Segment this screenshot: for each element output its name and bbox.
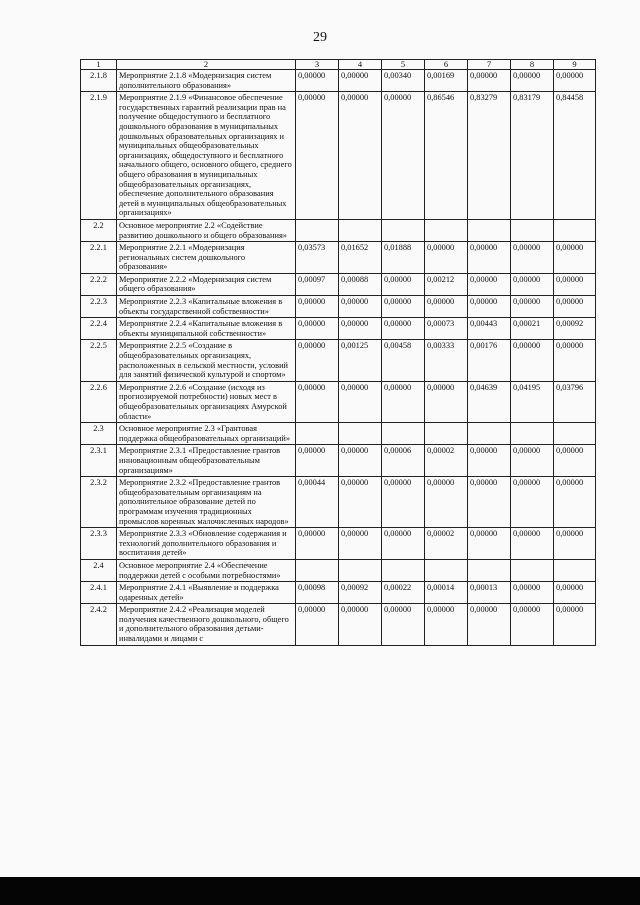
value-cell: 0,00340 [382,70,425,92]
table-row [81,559,596,581]
value-cell: 0,00000 [382,381,425,422]
value-cell: 0,00000 [468,528,511,560]
row-code: 2.3.1 [81,445,117,477]
row-name: Мероприятие 2.1.8 «Модернизация систем дополнительного образования» [117,70,296,92]
row-name: Мероприятие 2.4.2 «Реализация моделей получения качественного дошкольного, общего и дополнительного образования детьми-инвалидами и лицами с [117,604,296,645]
value-cell: 0,00000 [511,273,554,295]
column-header: 3 [296,60,339,70]
value-cell: 0,00000 [296,340,339,381]
value-cell: 0,00000 [296,318,339,340]
value-cell: 0,00000 [468,296,511,318]
value-cell: 0,00000 [296,296,339,318]
value-cell: 0,00000 [382,528,425,560]
value-cell: 0,00000 [339,604,382,645]
value-cell: 0,00000 [382,604,425,645]
row-name: Мероприятие 2.2.2 «Модернизация систем общего образования» [117,273,296,295]
value-cell: 0,00088 [339,273,382,295]
row-code: 2.4.2 [81,604,117,645]
value-cell: 0,00006 [382,445,425,477]
value-cell [296,423,339,445]
value-cell [425,559,468,581]
value-cell: 0,00044 [296,477,339,528]
value-cell: 0,83179 [511,92,554,220]
table-body [81,70,596,646]
value-cell [382,423,425,445]
value-cell: 0,83279 [468,92,511,220]
table-row [81,318,596,340]
table-row [81,604,596,645]
row-name: Мероприятие 2.3.3 «Обновление содержания и технологий дополнительного образования и воспитания детей» [117,528,296,560]
table-header-row [81,60,596,70]
table-row [81,445,596,477]
value-cell: 0,00000 [554,273,596,295]
row-code: 2.2.3 [81,296,117,318]
value-cell: 0,00000 [425,604,468,645]
value-cell: 0,84458 [554,92,596,220]
value-cell: 0,00000 [339,70,382,92]
value-cell: 0,00000 [511,340,554,381]
row-name: Мероприятие 2.2.5 «Создание в общеобразовательных организациях, расположенных в сельской местности, условий для занятий физической культурой и спортом» [117,340,296,381]
value-cell: 0,00000 [339,318,382,340]
row-name: Мероприятие 2.4.1 «Выявление и поддержка одаренных детей» [117,582,296,604]
value-cell: 0,00002 [425,528,468,560]
value-cell [554,219,596,241]
value-cell: 0,00092 [554,318,596,340]
column-header: 5 [382,60,425,70]
value-cell: 0,04195 [511,381,554,422]
value-cell [554,423,596,445]
value-cell [296,559,339,581]
value-cell: 0,00000 [382,318,425,340]
table-row [81,340,596,381]
row-name: Мероприятие 2.2.4 «Капитальные вложения в объекты муниципальной собственности» [117,318,296,340]
value-cell [339,423,382,445]
column-header: 7 [468,60,511,70]
value-cell: 0,00000 [339,381,382,422]
value-cell: 0,00000 [511,528,554,560]
row-name: Мероприятие 2.2.6 «Создание (исходя из прогнозируемой потребности) новых мест в общеобразовательных организациях Амурской области» [117,381,296,422]
value-cell: 0,00000 [339,296,382,318]
value-cell: 0,00022 [382,582,425,604]
table-row [81,423,596,445]
value-cell: 0,00000 [382,296,425,318]
value-cell: 0,01888 [382,242,425,274]
value-cell: 0,00000 [339,528,382,560]
row-code: 2.2.1 [81,242,117,274]
value-cell: 0,00000 [554,242,596,274]
value-cell: 0,00021 [511,318,554,340]
value-cell: 0,00458 [382,340,425,381]
value-cell [468,219,511,241]
value-cell: 0,03796 [554,381,596,422]
row-name: Основное мероприятие 2.2 «Содействие развитию дошкольного и общего образования» [117,219,296,241]
value-cell: 0,00073 [425,318,468,340]
value-cell: 0,00000 [425,296,468,318]
value-cell: 0,00000 [511,242,554,274]
value-cell: 0,00000 [339,92,382,220]
column-header: 6 [425,60,468,70]
value-cell: 0,00000 [554,70,596,92]
value-cell: 0,00000 [425,477,468,528]
value-cell: 0,00000 [468,445,511,477]
value-cell [511,423,554,445]
value-cell: 0,00169 [425,70,468,92]
table-row [81,273,596,295]
value-cell: 0,00000 [296,528,339,560]
column-header: 8 [511,60,554,70]
value-cell [468,559,511,581]
value-cell: 0,00000 [511,604,554,645]
value-cell: 0,04639 [468,381,511,422]
row-code: 2.1.9 [81,92,117,220]
row-name: Мероприятие 2.3.1 «Предоставление грантов инновационным общеобразовательным организациям» [117,445,296,477]
table-row [81,296,596,318]
value-cell: 0,00000 [468,70,511,92]
value-cell: 0,00000 [468,477,511,528]
row-name: Мероприятие 2.3.2 «Предоставление грантов общеобразовательным организациям на дополнительное образование детей по программам изучения традиционных промыслов коренных малочисленных народов» [117,477,296,528]
row-name: Мероприятие 2.2.3 «Капитальные вложения в объекты государственной собственности» [117,296,296,318]
value-cell: 0,00000 [554,477,596,528]
row-name: Мероприятие 2.1.9 «Финансовое обеспечение государственных гарантий реализации прав на получение общедоступного и бесплатного дошкольного образования в муниципальных дошкольных образовательных организациях и муниципальных общеобразовательных организациях, общедоступного и бесплатного начального общего, основного общего, среднего общего образования в муниципальных общеобразовательных организациях, обеспечение дополнительного образования детей в муниципальных общеобразовательных организациях» [117,92,296,220]
value-cell: 0,00000 [296,70,339,92]
value-cell: 0,00002 [425,445,468,477]
value-cell: 0,00000 [296,381,339,422]
value-cell: 0,00000 [468,273,511,295]
measures-table [80,59,596,646]
row-code: 2.3.2 [81,477,117,528]
value-cell: 0,00000 [468,604,511,645]
value-cell: 0,00000 [339,445,382,477]
page-number: 29 [313,30,327,45]
table-row [81,528,596,560]
row-name: Основное мероприятие 2.3 «Грантовая поддержка общеобразовательных организаций» [117,423,296,445]
value-cell: 0,00000 [425,242,468,274]
value-cell [425,219,468,241]
column-header: 4 [339,60,382,70]
row-code: 2.3 [81,423,117,445]
value-cell [468,423,511,445]
row-code: 2.2.5 [81,340,117,381]
table-row [81,70,596,92]
value-cell: 0,00000 [425,381,468,422]
value-cell [425,423,468,445]
table-row [81,582,596,604]
value-cell: 0,00000 [296,92,339,220]
value-cell: 0,00000 [511,477,554,528]
value-cell: 0,00125 [339,340,382,381]
value-cell: 0,00000 [511,582,554,604]
table-row [81,477,596,528]
value-cell [339,559,382,581]
row-code: 2.3.3 [81,528,117,560]
row-code: 2.4 [81,559,117,581]
value-cell: 0,00333 [425,340,468,381]
value-cell: 0,00097 [296,273,339,295]
value-cell: 0,00013 [468,582,511,604]
scan-edge [0,877,640,905]
value-cell: 0,00000 [382,92,425,220]
value-cell: 0,00000 [511,296,554,318]
value-cell: 0,00000 [554,582,596,604]
row-code: 2.1.8 [81,70,117,92]
value-cell [382,559,425,581]
value-cell [339,219,382,241]
value-cell: 0,00000 [382,477,425,528]
row-name: Мероприятие 2.2.1 «Модернизация региональных систем дошкольного образования» [117,242,296,274]
value-cell: 0,00000 [339,477,382,528]
value-cell: 0,00000 [296,604,339,645]
value-cell: 0,00176 [468,340,511,381]
value-cell: 0,00000 [554,528,596,560]
table-row [81,381,596,422]
value-cell: 0,00000 [554,604,596,645]
column-header: 2 [117,60,296,70]
row-code: 2.2.2 [81,273,117,295]
table-row [81,92,596,220]
row-name: Основное мероприятие 2.4 «Обеспечение поддержки детей с особыми потребностями» [117,559,296,581]
value-cell [382,219,425,241]
value-cell: 0,01652 [339,242,382,274]
value-cell [554,559,596,581]
value-cell [511,219,554,241]
value-cell: 0,00000 [554,445,596,477]
value-cell: 0,00000 [468,242,511,274]
row-code: 2.2.4 [81,318,117,340]
value-cell: 0,00212 [425,273,468,295]
table-row [81,219,596,241]
column-header: 1 [81,60,117,70]
value-cell: 0,00000 [554,296,596,318]
table-row [81,242,596,274]
value-cell: 0,00014 [425,582,468,604]
value-cell: 0,00000 [511,445,554,477]
row-code: 2.4.1 [81,582,117,604]
value-cell: 0,00000 [296,445,339,477]
row-code: 2.2 [81,219,117,241]
row-code: 2.2.6 [81,381,117,422]
value-cell: 0,00443 [468,318,511,340]
value-cell: 0,00098 [296,582,339,604]
value-cell [296,219,339,241]
value-cell: 0,00092 [339,582,382,604]
value-cell: 0,86546 [425,92,468,220]
value-cell: 0,03573 [296,242,339,274]
column-header: 9 [554,60,596,70]
value-cell [511,559,554,581]
value-cell: 0,00000 [511,70,554,92]
value-cell: 0,00000 [382,273,425,295]
value-cell: 0,00000 [554,340,596,381]
